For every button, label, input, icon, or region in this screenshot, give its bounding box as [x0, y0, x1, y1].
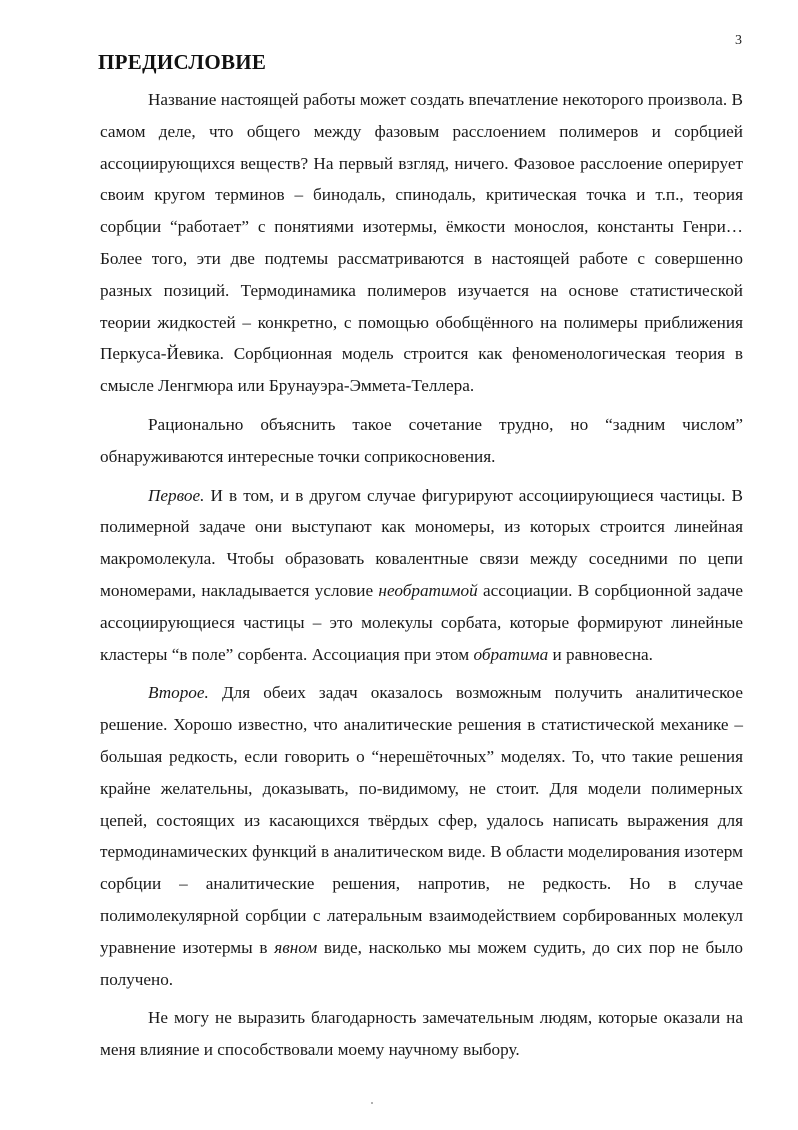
paragraph-3-text-1: И в том, и в другом случае фигурируют ассоциирующиеся частицы. В полимерной задаче они выступают как мономеры, из которых строится линейная макромолекула. Чтобы образовать ковалентные связи между соседними по цепи мономерами, накладывается условие — [100, 485, 743, 600]
page-title: ПРЕДИСЛОВИЕ — [98, 50, 267, 74]
paragraph-3-emphasis-2: обратима — [473, 644, 549, 664]
paragraph-3-text-2: ассоциации. В сорбционной задаче ассоциирующиеся частицы – это молекулы сорбата, которые формируют линейные кластеры “в поле” сорбента. Ассоциация при этом — [100, 580, 743, 664]
paragraph-4-text-1: Для обеих задач оказалось возможным получить аналитическое решение. Хорошо известно, что аналитические решения в статистической механике – большая редкость, если говорить о “нерешёточных” моделях. То, что такие решения крайне желательны, доказывать, по-видимому, не стоит. Для модели полимерных цепей, состоящих из касающихся твёрдых сфер, удалось написать выражения для термодинамических функций в аналитическом виде. В области моделирования изотерм сорбции – аналитические решения, напротив, не редкость. Но в случае полимолекулярной сорбции с латеральным взаимодействием сорбированных молекул уравнение изотермы в — [100, 683, 743, 957]
paragraph-3-emphasis-1: необратимой — [378, 580, 478, 600]
paragraph-4-emphasis-1: явном — [274, 937, 318, 957]
paragraph-3-lead: Первое. — [148, 485, 205, 505]
scan-dot — [371, 1102, 373, 1104]
preface-body — [100, 84, 743, 1073]
paragraph-4 — [100, 677, 743, 995]
paragraph-3 — [100, 480, 743, 671]
paragraph-4-lead: Второе. — [148, 683, 209, 703]
paragraph-5: Не могу не выразить благодарность замечательным людям, которые оказали на меня влияние и способствовали моему научному выбору. — [100, 1008, 743, 1060]
paragraph-2: Рационально объяснить такое сочетание трудно, но “задним числом” обнаруживаются интересные точки соприкосновения. — [100, 414, 743, 466]
paragraph-4-text-2: виде, насколько мы можем судить, до сих пор не было получено. — [100, 937, 743, 989]
page-number: 3 — [735, 33, 742, 48]
paragraph-1: Название настоящей работы может создать впечатление некоторого произвола. В самом деле, что общего между фазовым расслоением полимеров и сорбцией ассоциирующихся веществ? На первый взгляд, ничего. Фазовое расслоение оперирует своим кругом терминов – бинодаль, спинодаль, критическая точка и т.п., теория сорбции “работает” с понятиями изотермы, ёмкости монослоя, константы Генри…Более того, эти две подтемы рассматриваются в настоящей работе с совершенно разных позиций. Термодинамика полимеров изучается на основе статистической теории жидкостей – конкретно, с помощью обобщённого на полимеры приближения Перкуса-Йевика. Сорбционная модель строится как феноменологическая теория в смысле Ленгмюра или Брунауэра-Эммета-Теллера. — [100, 90, 743, 396]
paragraph-3-text-3: и равновесна. — [548, 644, 653, 664]
